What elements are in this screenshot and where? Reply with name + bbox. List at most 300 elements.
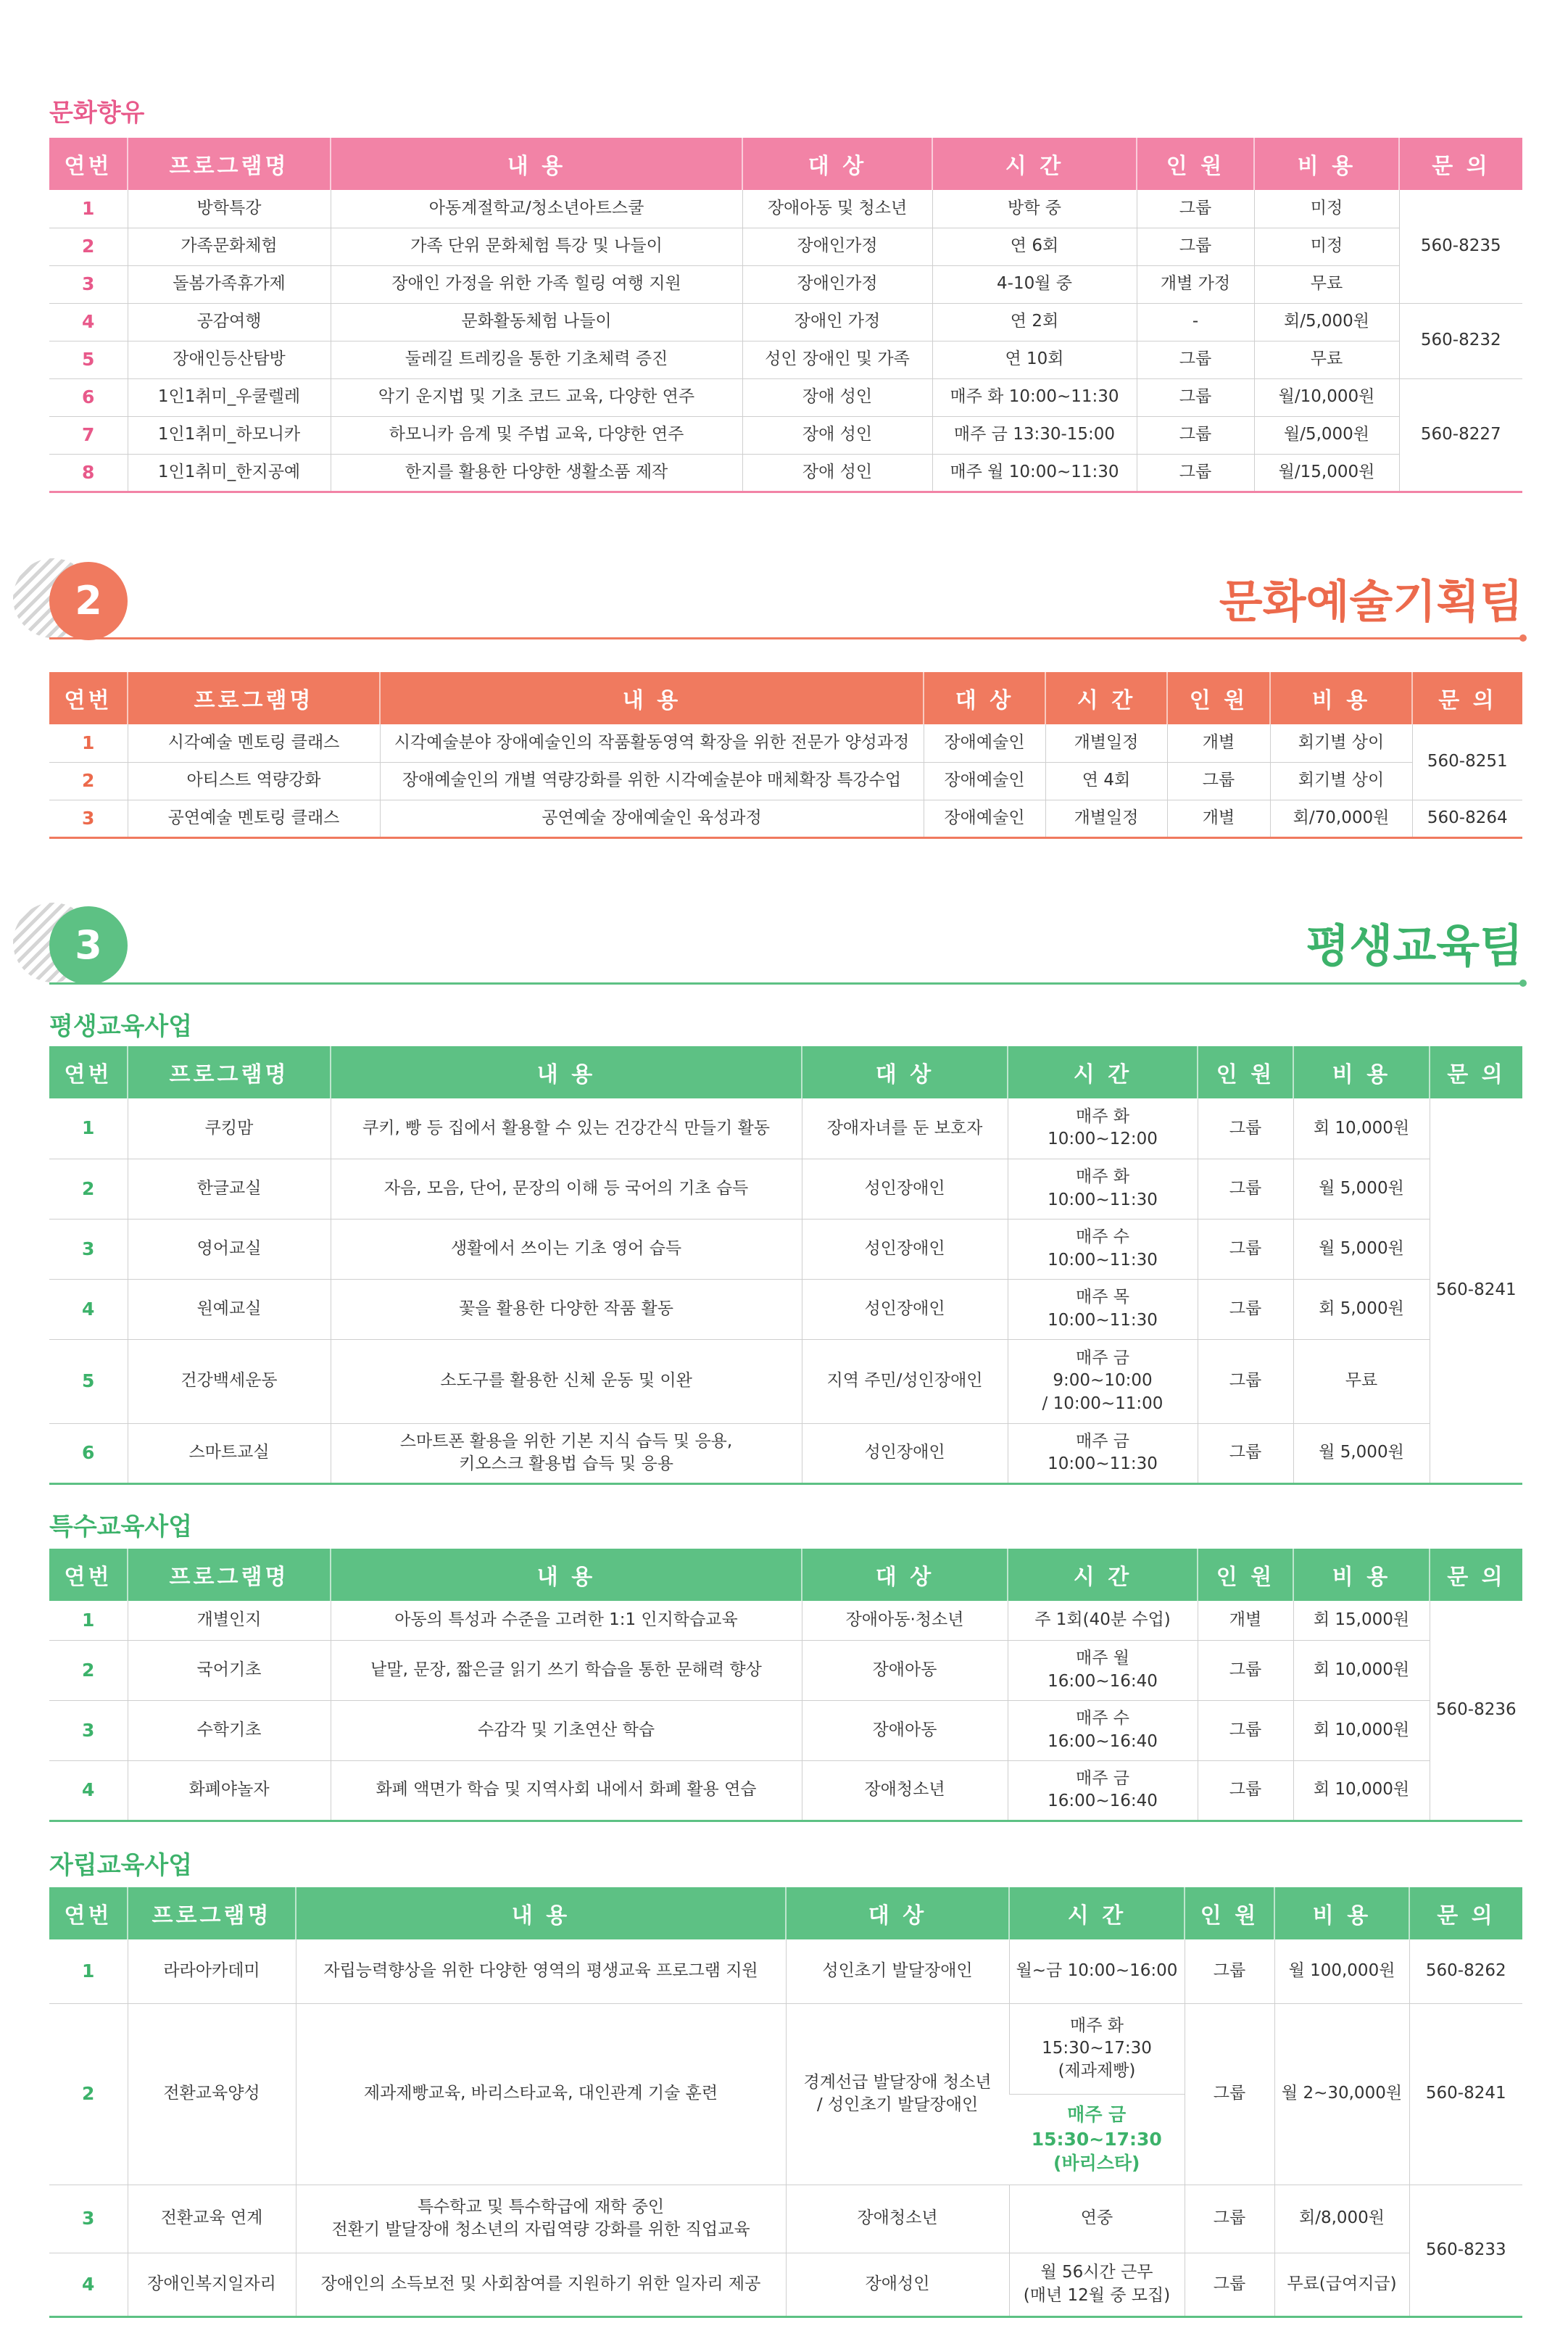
row-program: 방학특강 <box>128 190 331 228</box>
header-program: 프로그램명 <box>128 138 331 190</box>
table-row <box>49 2253 1522 2316</box>
row-target: 장애인가정 <box>742 265 932 303</box>
culture-table <box>49 138 1522 493</box>
time-day: 매주 목 <box>1076 1288 1129 1307</box>
time-hours: 10:00~11:30 <box>1048 1454 1158 1473</box>
table-header <box>49 672 1522 724</box>
row-no: 3 <box>49 2185 128 2253</box>
row-no: 4 <box>49 1279 128 1339</box>
time-hours: 16:00~16:40 <box>1048 1671 1158 1691</box>
content-line: 키오스크 활용법 습득 및 응용 <box>459 1454 673 1473</box>
row-target: 지역 주민/성인장애인 <box>802 1339 1008 1423</box>
time-hours: 15:30~17:30 <box>1031 2128 1162 2150</box>
row-cost: 회 10,000원 <box>1293 1760 1430 1821</box>
row-people: 그룹 <box>1137 416 1254 454</box>
header-no: 연번 <box>49 672 128 724</box>
table-row <box>49 1760 1522 1821</box>
row-time <box>1008 1700 1198 1760</box>
row-no: 1 <box>49 190 128 228</box>
table-row <box>49 1219 1522 1279</box>
row-cost: 회 15,000원 <box>1293 1601 1430 1640</box>
time-day: 매주 금 <box>1076 1768 1129 1788</box>
header-no: 연번 <box>49 1549 128 1601</box>
row-time: 연 4회 <box>1045 762 1167 800</box>
header-cost: 비 용 <box>1293 1046 1430 1098</box>
row-contact: 560-8233 <box>1409 2185 1522 2316</box>
row-contact: 560-8241 <box>1430 1098 1522 1483</box>
row-cost: 월/10,000원 <box>1254 378 1399 416</box>
header-target: 대 상 <box>802 1549 1008 1601</box>
row-cost: 회/8,000원 <box>1274 2185 1409 2253</box>
table-header <box>49 1887 1522 1939</box>
row-program: 스마트교실 <box>128 1423 331 1483</box>
row-no: 1 <box>49 1098 128 1159</box>
row-people: 그룹 <box>1137 378 1254 416</box>
time-day: 매주 수 <box>1076 1227 1129 1247</box>
row-people: 그룹 <box>1198 1159 1293 1219</box>
row-target: 장애성인 <box>786 2253 1009 2316</box>
content-line: 스마트폰 활용을 위한 기본 지식 습득 및 응용, <box>399 1431 733 1451</box>
row-target: 장애인 가정 <box>742 303 932 341</box>
row-time: 방학 중 <box>932 190 1137 228</box>
row-target: 장애예술인 <box>924 800 1045 837</box>
row-people: 그룹 <box>1198 1760 1293 1821</box>
time-day: 매주 화 <box>1076 1167 1129 1187</box>
row-content: 아동의 특성과 수준을 고려한 1:1 인지학습교육 <box>331 1601 802 1640</box>
row-no: 2 <box>49 762 128 800</box>
row-content: 한지를 활용한 다양한 생활소품 제작 <box>331 454 742 492</box>
header-content: 내 용 <box>331 138 742 190</box>
row-program: 아티스트 역량강화 <box>128 762 380 800</box>
time-note: (바리스타) <box>1053 2153 1140 2174</box>
row-cost: 회 10,000원 <box>1293 1098 1430 1159</box>
header-people: 인 원 <box>1137 138 1254 190</box>
header-target: 대 상 <box>786 1887 1009 1939</box>
row-target: 장애 성인 <box>742 416 932 454</box>
row-time: 매주 금 13:30-15:00 <box>932 416 1137 454</box>
row-program: 장애인복지일자리 <box>128 2253 296 2316</box>
time-hours-alt: / 10:00~11:00 <box>1042 1394 1163 1413</box>
row-no: 1 <box>49 724 128 762</box>
time-hours: 10:00~11:30 <box>1048 1310 1158 1330</box>
row-time <box>1008 1760 1198 1821</box>
row-time <box>1008 1279 1198 1339</box>
row-target: 장애예술인 <box>924 724 1045 762</box>
table-row <box>49 1640 1522 1700</box>
header-cost: 비 용 <box>1274 1887 1409 1939</box>
row-time <box>1008 1159 1198 1219</box>
table-row <box>49 341 1522 378</box>
section-number-badge: 2 <box>49 562 128 640</box>
lifelong-table <box>49 1046 1522 1485</box>
content-line: 전환기 발달장애 청소년의 자립역량 강화를 위한 직업교육 <box>331 2220 750 2239</box>
row-contact: 560-8236 <box>1430 1601 1522 1821</box>
row-target: 성인장애인 <box>802 1159 1008 1219</box>
row-time: 매주 월 10:00~11:30 <box>932 454 1137 492</box>
row-content <box>296 2185 786 2253</box>
row-program: 1인1취미_하모니카 <box>128 416 331 454</box>
header-contact: 문 의 <box>1412 672 1522 724</box>
row-time: 월~금 10:00~16:00 <box>1009 1939 1185 2003</box>
row-program: 전환교육양성 <box>128 2003 296 2185</box>
table-row <box>49 2185 1522 2253</box>
header-content: 내 용 <box>331 1046 802 1098</box>
row-no: 4 <box>49 303 128 341</box>
row-content: 둘레길 트레킹을 통한 기초체력 증진 <box>331 341 742 378</box>
row-no: 8 <box>49 454 128 492</box>
row-contact: 560-8251 <box>1412 724 1522 800</box>
header-contact: 문 의 <box>1409 1887 1522 1939</box>
row-target: 장애아동 <box>802 1700 1008 1760</box>
row-content: 수감각 및 기초연산 학습 <box>331 1700 802 1760</box>
time-hours: 9:00~10:00 <box>1053 1371 1153 1391</box>
time-hours: 10:00~11:30 <box>1048 1250 1158 1270</box>
team-title: 평생교육팀 <box>1306 919 1523 972</box>
row-content: 화폐 액면가 학습 및 지역사회 내에서 화폐 활용 연습 <box>331 1760 802 1821</box>
row-target: 장애청소년 <box>786 2185 1009 2253</box>
header-cost: 비 용 <box>1293 1549 1430 1601</box>
row-content: 장애인의 소득보전 및 사회참여를 지원하기 위한 일자리 제공 <box>296 2253 786 2316</box>
row-people: 개별 <box>1198 1601 1293 1640</box>
table-row <box>49 1279 1522 1339</box>
row-cost: 회/5,000원 <box>1254 303 1399 341</box>
row-program: 국어기초 <box>128 1640 331 1700</box>
divider-dot <box>1519 634 1527 642</box>
header-target: 대 상 <box>802 1046 1008 1098</box>
row-target: 장애인가정 <box>742 228 932 265</box>
row-time <box>1008 1423 1198 1483</box>
header-program: 프로그램명 <box>128 1046 331 1098</box>
row-contact: 560-8235 <box>1399 190 1522 303</box>
row-contact: 560-8264 <box>1412 800 1522 837</box>
row-cost: 무료 <box>1254 265 1399 303</box>
table-row <box>49 454 1522 492</box>
row-program: 공연예술 멘토링 클래스 <box>128 800 380 837</box>
row-content: 장애예술인의 개별 역량강화를 위한 시각예술분야 매체확장 특강수업 <box>380 762 924 800</box>
row-content: 아동계절학교/청소년아트스쿨 <box>331 190 742 228</box>
table-row <box>49 724 1522 762</box>
row-cost: 월 5,000원 <box>1293 1423 1430 1483</box>
row-time <box>1008 1219 1198 1279</box>
team-title: 문화예술기획팀 <box>1219 575 1523 628</box>
row-content: 시각예술분야 장애예술인의 작품활동영역 확장을 위한 전문가 양성과정 <box>380 724 924 762</box>
row-no: 6 <box>49 378 128 416</box>
row-time: 연 10회 <box>932 341 1137 378</box>
row-people: 그룹 <box>1198 1339 1293 1423</box>
row-contact: 560-8262 <box>1409 1939 1522 2003</box>
row-people: 그룹 <box>1198 1423 1293 1483</box>
row-target: 장애 성인 <box>742 454 932 492</box>
row-people: 그룹 <box>1137 190 1254 228</box>
time-note: (제과제빵) <box>1058 2061 1136 2081</box>
time-day: 매주 수 <box>1076 1709 1129 1728</box>
row-program: 개별인지 <box>128 1601 331 1640</box>
row-content: 쿠키, 빵 등 집에서 활용할 수 있는 건강간식 만들기 활동 <box>331 1098 802 1159</box>
row-cost: 월/5,000원 <box>1254 416 1399 454</box>
special-table <box>49 1549 1522 1822</box>
header-target: 대 상 <box>924 672 1045 724</box>
row-content: 생활에서 쓰이는 기초 영어 습득 <box>331 1219 802 1279</box>
table-row <box>49 2003 1522 2094</box>
row-target <box>786 2003 1009 2185</box>
row-target: 장애아동 <box>802 1640 1008 1700</box>
row-cost: 월 2~30,000원 <box>1274 2003 1409 2185</box>
row-time: 주 1회(40분 수업) <box>1008 1601 1198 1640</box>
row-program: 가족문화체험 <box>128 228 331 265</box>
table-row <box>49 416 1522 454</box>
row-cost: 무료(급여지급) <box>1274 2253 1409 2316</box>
team2-table <box>49 672 1522 839</box>
time-hours: 16:00~16:40 <box>1048 1792 1158 1810</box>
time-day: 매주 금 <box>1067 2103 1127 2125</box>
row-cost: 회기별 상이 <box>1270 724 1412 762</box>
table-row <box>49 762 1522 800</box>
table-row <box>49 190 1522 228</box>
header-content: 내 용 <box>296 1887 786 1939</box>
header-time: 시 간 <box>1045 672 1167 724</box>
row-people: 그룹 <box>1167 762 1270 800</box>
row-program: 공감여행 <box>128 303 331 341</box>
header-content: 내 용 <box>380 672 924 724</box>
row-target: 성인장애인 <box>802 1423 1008 1483</box>
row-target: 장애자녀를 둔 보호자 <box>802 1098 1008 1159</box>
header-contact: 문 의 <box>1430 1046 1522 1098</box>
row-program: 수학기초 <box>128 1700 331 1760</box>
row-program: 돌봄가족휴가제 <box>128 265 331 303</box>
row-cost: 회기별 상이 <box>1270 762 1412 800</box>
row-no: 2 <box>49 228 128 265</box>
divider-line <box>49 982 1522 985</box>
row-cost: 회 5,000원 <box>1293 1279 1430 1339</box>
row-people: 개별 가정 <box>1137 265 1254 303</box>
row-target: 성인 장애인 및 가족 <box>742 341 932 378</box>
time-note: (매년 12월 중 모집) <box>1023 2285 1171 2305</box>
header-time: 시 간 <box>1008 1549 1198 1601</box>
independence-table <box>49 1887 1522 2318</box>
row-people: 그룹 <box>1185 2185 1274 2253</box>
header-content: 내 용 <box>331 1549 802 1601</box>
row-people: 그룹 <box>1185 2003 1274 2185</box>
row-no: 2 <box>49 1640 128 1700</box>
header-program: 프로그램명 <box>128 1549 331 1601</box>
row-cost: 월 5,000원 <box>1293 1159 1430 1219</box>
table-header <box>49 1549 1522 1601</box>
row-people: 개별 <box>1167 724 1270 762</box>
row-program: 영어교실 <box>128 1219 331 1279</box>
row-time: 연중 <box>1009 2185 1185 2253</box>
row-no: 4 <box>49 2253 128 2316</box>
header-time: 시 간 <box>1008 1046 1198 1098</box>
time-hours: 16:00~16:40 <box>1048 1731 1158 1751</box>
row-time <box>1008 1339 1198 1423</box>
content-line: 특수학교 및 특수학급에 재학 중인 <box>417 2197 665 2216</box>
header-no: 연번 <box>49 138 128 190</box>
row-content: 자립능력향상을 위한 다양한 영역의 평생교육 프로그램 지원 <box>296 1939 786 2003</box>
row-people: 그룹 <box>1198 1700 1293 1760</box>
row-content: 공연예술 장애예술인 육성과정 <box>380 800 924 837</box>
row-time <box>1009 2003 1185 2094</box>
row-program: 1인1취미_한지공예 <box>128 454 331 492</box>
table-row <box>49 1098 1522 1159</box>
header-people: 인 원 <box>1167 672 1270 724</box>
row-no: 3 <box>49 800 128 837</box>
table-row <box>49 1339 1522 1423</box>
row-no: 2 <box>49 2003 128 2185</box>
row-time: 매주 화 10:00~11:30 <box>932 378 1137 416</box>
row-content: 악기 운지법 및 기초 코드 교육, 다양한 연주 <box>331 378 742 416</box>
row-time <box>1008 1098 1198 1159</box>
row-content: 꽃을 활용한 다양한 작품 활동 <box>331 1279 802 1339</box>
section-title-culture: 문화향유 <box>49 99 145 128</box>
row-contact: 560-8227 <box>1399 378 1522 492</box>
header-contact: 문 의 <box>1399 138 1522 190</box>
row-content: 낱말, 문장, 짧은글 읽기 쓰기 학습을 통한 문해력 향상 <box>331 1640 802 1700</box>
row-target: 장애 성인 <box>742 378 932 416</box>
row-program: 전환교육 연계 <box>128 2185 296 2253</box>
row-no: 4 <box>49 1760 128 1821</box>
row-cost: 무료 <box>1254 341 1399 378</box>
header-people: 인 원 <box>1198 1549 1293 1601</box>
subsection-title: 자립교육사업 <box>49 1851 193 1880</box>
table-header <box>49 1046 1522 1098</box>
row-people: 개별 <box>1167 800 1270 837</box>
row-people: 그룹 <box>1198 1219 1293 1279</box>
row-program: 쿠킹맘 <box>128 1098 331 1159</box>
row-cost: 미정 <box>1254 190 1399 228</box>
row-people: 그룹 <box>1137 341 1254 378</box>
table-row <box>49 1159 1522 1219</box>
row-people: 그룹 <box>1198 1279 1293 1339</box>
header-no: 연번 <box>49 1887 128 1939</box>
table-row <box>49 1601 1522 1640</box>
row-content: 소도구를 활용한 신체 운동 및 이완 <box>331 1339 802 1423</box>
row-people: 그룹 <box>1137 228 1254 265</box>
row-content: 가족 단위 문화체험 특강 및 나들이 <box>331 228 742 265</box>
header-program: 프로그램명 <box>128 672 380 724</box>
row-time <box>1009 2094 1185 2185</box>
row-no: 7 <box>49 416 128 454</box>
row-program: 장애인등산탐방 <box>128 341 331 378</box>
row-cost: 미정 <box>1254 228 1399 265</box>
row-people: 그룹 <box>1198 1640 1293 1700</box>
section-number-badge: 3 <box>49 906 128 985</box>
row-time: 개별일정 <box>1045 800 1167 837</box>
row-no: 5 <box>49 341 128 378</box>
row-cost: 회 10,000원 <box>1293 1640 1430 1700</box>
row-target: 성인장애인 <box>802 1219 1008 1279</box>
row-no: 5 <box>49 1339 128 1423</box>
row-no: 6 <box>49 1423 128 1483</box>
time-day: 매주 월 <box>1076 1649 1129 1668</box>
row-content: 장애인 가정을 위한 가족 힐링 여행 지원 <box>331 265 742 303</box>
row-contact: 560-8232 <box>1399 303 1522 378</box>
row-program: 한글교실 <box>128 1159 331 1219</box>
row-people: 그룹 <box>1185 1939 1274 2003</box>
row-people: 그룹 <box>1185 2253 1274 2316</box>
row-content: 자음, 모음, 단어, 문장의 이해 등 국어의 기초 습득 <box>331 1159 802 1219</box>
time-hours: 15:30~17:30 <box>1042 2038 1152 2058</box>
row-cost: 회/70,000원 <box>1270 800 1412 837</box>
row-no: 1 <box>49 1939 128 2003</box>
row-cost: 무료 <box>1293 1339 1430 1423</box>
row-no: 3 <box>49 1700 128 1760</box>
subsection-title: 평생교육사업 <box>49 1012 193 1041</box>
row-people: 그룹 <box>1137 454 1254 492</box>
target-line: / 성인초기 발달장애인 <box>816 2095 979 2114</box>
row-time: 연 6회 <box>932 228 1137 265</box>
row-no: 2 <box>49 1159 128 1219</box>
time-day: 매주 화 <box>1076 1107 1129 1127</box>
row-program: 시각예술 멘토링 클래스 <box>128 724 380 762</box>
row-program: 라라아카데미 <box>128 1939 296 2003</box>
time-hours: 10:00~12:00 <box>1048 1130 1158 1149</box>
row-content: 제과제빵교육, 바리스타교육, 대인관계 기술 훈련 <box>296 2003 786 2185</box>
table-row <box>49 378 1522 416</box>
header-cost: 비 용 <box>1270 672 1412 724</box>
table-row <box>49 228 1522 265</box>
header-no: 연번 <box>49 1046 128 1098</box>
row-target: 장애예술인 <box>924 762 1045 800</box>
header-time: 시 간 <box>1009 1887 1185 1939</box>
row-cost: 월/15,000원 <box>1254 454 1399 492</box>
table-header <box>49 138 1522 190</box>
target-line: 경계선급 발달장애 청소년 <box>803 2072 992 2092</box>
time-day: 매주 금 <box>1076 1349 1129 1368</box>
row-time: 연 2회 <box>932 303 1137 341</box>
table-row <box>49 303 1522 341</box>
row-target: 성인초기 발달장애인 <box>786 1939 1009 2003</box>
time-day: 매주 화 <box>1070 2016 1124 2035</box>
row-time: 개별일정 <box>1045 724 1167 762</box>
table-row <box>49 1700 1522 1760</box>
table-row <box>49 265 1522 303</box>
row-time <box>1009 2253 1185 2316</box>
time-hours: 월 56시간 근무 <box>1040 2263 1153 2282</box>
table-row <box>49 1423 1522 1483</box>
time-day: 매주 금 <box>1076 1431 1129 1451</box>
row-target: 장애아동 및 청소년 <box>742 190 932 228</box>
divider-dot <box>1519 980 1527 987</box>
row-program: 화폐야놀자 <box>128 1760 331 1821</box>
row-content: 문화활동체험 나들이 <box>331 303 742 341</box>
row-program: 건강백세운동 <box>128 1339 331 1423</box>
row-content <box>331 1423 802 1483</box>
row-content: 하모니카 음계 및 주법 교육, 다양한 연주 <box>331 416 742 454</box>
header-time: 시 간 <box>932 138 1137 190</box>
header-program: 프로그램명 <box>128 1887 296 1939</box>
row-time <box>1008 1640 1198 1700</box>
table-row <box>49 1939 1522 2003</box>
row-no: 3 <box>49 265 128 303</box>
row-people: 그룹 <box>1198 1098 1293 1159</box>
table-row <box>49 800 1522 837</box>
row-no: 1 <box>49 1601 128 1640</box>
row-no: 3 <box>49 1219 128 1279</box>
subsection-title: 특수교육사업 <box>49 1512 193 1541</box>
time-hours: 10:00~11:30 <box>1048 1190 1158 1209</box>
row-program: 1인1취미_우쿨렐레 <box>128 378 331 416</box>
header-target: 대 상 <box>742 138 932 190</box>
header-cost: 비 용 <box>1254 138 1399 190</box>
row-time: 4-10월 중 <box>932 265 1137 303</box>
row-cost: 월 100,000원 <box>1274 1939 1409 2003</box>
divider-line <box>49 637 1522 639</box>
row-cost: 회 10,000원 <box>1293 1700 1430 1760</box>
row-target: 장애청소년 <box>802 1760 1008 1821</box>
header-people: 인 원 <box>1185 1887 1274 1939</box>
row-program: 원예교실 <box>128 1279 331 1339</box>
row-people: - <box>1137 303 1254 341</box>
